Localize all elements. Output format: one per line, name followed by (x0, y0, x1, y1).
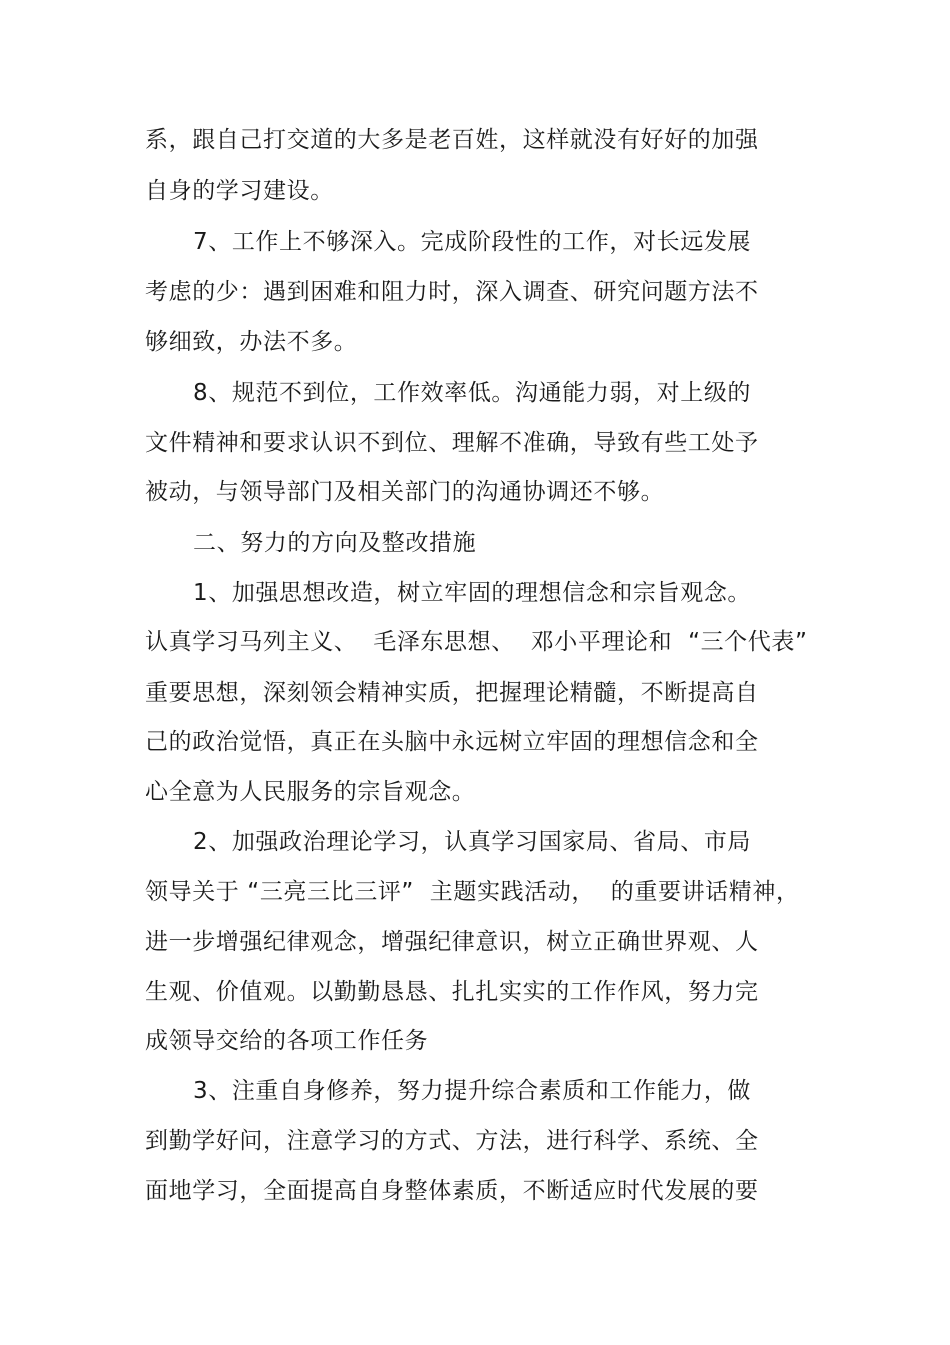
text-line: 7、工作上不够深入。完成阶段性的工作，对长远发展 (193, 229, 752, 255)
text-line: 系，跟自己打交道的大多是老百姓，这样就没有好好的加强 (145, 127, 759, 153)
text-line: 成领导交给的各项工作任务 (145, 1028, 429, 1054)
text-line: 3、注重自身修养，努力提升综合素质和工作能力，做 (193, 1078, 752, 1104)
text-line: 生观、价值观。以勤勤恳恳、扎扎实实的工作作风，努力完 (145, 979, 759, 1005)
text-line: 领导关于 “三亮三比三评” 主题实践活动， 的重要讲话精神， (145, 879, 800, 905)
text-line: 面地学习，全面提高自身整体素质，不断适应时代发展的要 (145, 1178, 759, 1204)
text-line: 被动，与领导部门及相关部门的沟通协调还不够。 (145, 479, 665, 505)
text-line: 重要思想，深刻领会精神实质，把握理论精髓，不断提高自 (145, 680, 759, 706)
text-line: 1、加强思想改造，树立牢固的理想信念和宗旨观念。 (193, 580, 752, 606)
section-heading: 二、努力的方向及整改措施 (193, 530, 477, 556)
text-line: 己的政治觉悟，真正在头脑中永远树立牢固的理想信念和全 (145, 729, 759, 755)
text-line: 文件精神和要求认识不到位、理解不准确，导致有些工处予 (145, 430, 759, 456)
text-line: 进一步增强纪律观念，增强纪律意识，树立正确世界观、人 (145, 929, 759, 955)
text-line: 认真学习马列主义、 毛泽东思想、 邓小平理论和 “三个代表” (145, 629, 808, 655)
text-line: 2、加强政治理论学习，认真学习国家局、省局、市局 (193, 829, 752, 855)
text-line: 8、规范不到位，工作效率低。沟通能力弱，对上级的 (193, 380, 752, 406)
text-line: 到勤学好问，注意学习的方式、方法，进行科学、系统、全 (145, 1128, 759, 1154)
text-line: 够细致，办法不多。 (145, 329, 358, 355)
text-line: 自身的学习建设。 (145, 178, 334, 204)
text-line: 考虑的少：遇到困难和阻力时，深入调查、研究问题方法不 (145, 279, 759, 305)
text-line: 心全意为人民服务的宗旨观念。 (145, 779, 476, 805)
